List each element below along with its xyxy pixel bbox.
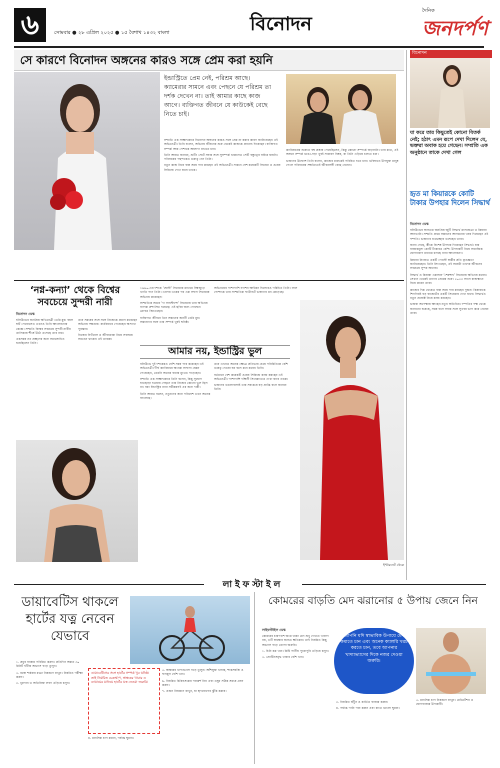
paper-small: দৈনিক: [422, 8, 435, 14]
lifestyle-rule-right: [302, 584, 486, 585]
side-body: বলিউডের অন্যতম জনপ্রিয় জুটি সিদ্ধার্থ মালহোত্রা ও কিয়ারা আদভানি। সম্প্রতি প্রথম সন্তানের আগমনের খবর দিয়েছেন এই দম্পতি। ভক্তদের শুভেচ্ছায় ভাসছেন তারা। জানা গেছে, স্ত্রীকে বিশেষ উপহার দিয়েছেন সিদ্ধার্থ। যার বাজারমূল্য কোটি টাকারও বেশি। উপহারটি নিয়ে সামাজিক যোগাযোগ মাধ্যমে চলছে নানা আলোচনা। কিয়ারা নিজেও একটি পোস্টে স্বামীর প্রতি কৃতজ্ঞতা জানিয়েছেন। তিনি লিখেছেন, এই সময়টা তাদের জীবনের সবচেয়ে সুন্দর অধ্যায়। সিদ্ধার্থ ও কিয়ারা একসঙ্গে ‘শেরশাহ’ সিনেমায় অভিনয় করেন। সেখান থেকেই তাদের প্রেমের শুরু। ২০২৩ সালে রাজস্থানে বিয়ে করেন তারা। কাজের দিক থেকেও ব্যস্ত সময় পার করছেন দুজন। কিয়ারাকে শিগগিরই বড় বাজেটের একটি সিনেমায় দেখা যাবে। সিদ্ধার্থও নতুন প্রজেক্ট নিয়ে কাজ করছেন। ভক্তরা অপেক্ষায় আছেন নতুন অতিথির। দম্পতির পক্ষ থেকে জানানো হয়েছে, সময় হলে সবার সঙ্গে সুখবর ভাগ করে নেবেন তারা।: [410, 228, 489, 316]
section-name: বিনোদন: [250, 13, 312, 35]
lead-portrait-photo: [14, 72, 160, 250]
diabetes-col-3: ৫. স্বাস্থ্যকর খাদ্যাভ্যাস গড়ে তুলুন। আঁশযুক্ত খাবার, শাকসবজি ও ফলমূল বেশি খান। ৬. নিয়মিত চিকিৎসকের পরামর্শ নিন এবং ওষুধ সঠিক সময়ে গ্রহণ করুন। ৭. ওজন নিয়ন্ত্রণে রাখুন, যা হৃদরোগের ঝুঁকি কমায়।: [162, 668, 244, 694]
side-byline: বিনোদন ডেস্ক: [410, 222, 429, 226]
belly-headline: কোমরের বাড়তি মেদ ঝরানোর ৫ উপায় জেনে নিন: [268, 595, 478, 607]
belly-col-2: ৩. নিয়মিত হাঁটুন ও কার্ডিও ব্যায়াম করুন। ৪. পর্যাপ্ত পানি পান করুন এবং রাতে ভালো ঘুমান।: [336, 700, 400, 711]
paper-logo: জনদর্পণ: [422, 16, 489, 40]
mid-right-col: অভিনয়ের পাশাপাশি ফ্যাশন আইকন হিসেবেও পরিচিত তিনি। লাল পোশাকে তার সাম্প্রতিক ফটোশুট ভক্তদের মন কেড়েছে।: [214, 286, 298, 295]
beauty-col-2: তবে সময়ের সঙ্গে সঙ্গে নিজেকে প্রমাণ করেছেন অভিনয় দক্ষতায়। ক্যারিয়ারে পেয়েছেন অসংখ্য পুরস্কার। নিজের ফিটনেস ও জীবনধারা নিয়ে সবসময় সচেতন থাকেন এই তারকা।: [78, 318, 138, 342]
masthead-rule: [14, 46, 484, 48]
beauty-byline: বিনোদন ডেস্ক: [16, 312, 35, 316]
belly-col-3: ৫. মানসিক চাপ নিয়ন্ত্রণে রাখুন। মেডিটেশন ও যোগব্যায়াম উপকারী।: [416, 698, 474, 707]
side-corner-tag: বিনোদন: [410, 50, 492, 58]
masthead: [14, 6, 492, 48]
side-second-headline: হৃত মা কিয়ারকে কোটি টাকার উপহার দিলেন সিদ্ধার্থ: [410, 190, 490, 207]
page-number: ৬: [14, 8, 46, 42]
lead-deck: ইন্ডাস্ট্রিতে প্রেম নেই, পরিশ্রম আছে। ক্যামেরার সামনে এবং পেছনে যে পরিশ্রম তা দর্শক দেখেন না। তাই আমার কাছে কাজ আগে। ব্যক্তিগত জীবনে যে কাউকেই বেছে নিতে চাই।: [164, 75, 272, 118]
mistake-headline: আমার নয়, ইন্ডাস্ট্রির ভুল: [140, 345, 290, 359]
lifestyle-divider: [254, 592, 255, 764]
mistake-col-1: বলিউডে দুই দশকেরও বেশি সময় পার করেছেন এই অভিনেত্রী। দীর্ঘ ক্যারিয়ারে অনেক সাফল্য যেমন পেয়েছেন, তেমনি অনেক বাধার মুখেও পড়েছেন। সম্প্রতি এক সাক্ষাৎকারে তিনি বলেন, কিছু সুযোগ হাতছাড়া হওয়ার পেছনে তার নিজের কোনো ভুল ছিল না। বরং ইন্ডাস্ট্রির নানা সমীকরণই এর জন্য দায়ী। তিনি আরও বলেন, নতুনদের জন্য পরিবেশ এখন অনেক বদলেছে।: [140, 362, 211, 401]
beauty-col-1: হলিউডের জনপ্রিয় অভিনেত্রী ডেমি মুর। বয়স ষাট পেরোলেও এখনও তিনি আলোচনার কেন্দ্রে। সম্প্রতি বিশ্বের সবচেয়ে সুন্দরী নারীর তালিকায় শীর্ষে উঠে এসেছে তার নাম। একসময় নগ্ন প্রচ্ছদের জন্য সমালোচিত হয়েছিলেন তিনি।: [16, 318, 74, 346]
beauty-photo: [16, 440, 138, 562]
lead-col-2: ক্যারিয়ারের শুরুতে বহু প্রস্তাব পেয়েছিলেন, কিন্তু কোনো সম্পর্কে জড়াননি। তার মতে, এই অঙ্গনে সম্পর্ক ভাঙা-গড়া খুবই সাধারণ বিষয়, যা তিনি এড়িয়ে চলতে চান। ভক্তদের উদ্দেশে তিনি বলেন, কাজের মাধ্যমেই পরিচিত হতে চান। ভবিষ্যতে উপযুক্ত মানুষ পেলে পরিবারের সম্মতিতেই জীবনসঙ্গী বেছে নেবেন।: [286, 148, 399, 167]
lifestyle-rule-left: [14, 584, 204, 585]
diabetes-headline: ডায়াবেটিস থাকলে হার্টের যত্ন নেবেন যেভাবে: [21, 595, 119, 644]
red-dress-photo: [300, 300, 404, 560]
lead-col-1: সম্প্রতি এক সাক্ষাৎকারে বিনোদন অঙ্গনের কারও সঙ্গে প্রেম না করার কারণ জানিয়েছেন এই অভিনেত্রী। তিনি বলেন, অভিনয় জীবনের শুরু থেকেই কাজকে প্রাধান্য দিয়েছেন। ব্যক্তিগত সম্পর্ক আর পেশাকে আলাদা রাখতে চান। তিনি আরও জানান, শুটিং সেটে সবার সঙ্গে সুসম্পর্ক থাকলেও সেটি বন্ধুত্বের বাইরে যায়নি। পরিবারের পছন্দকেও গুরুত্ব দেন তিনি। নতুন কাজ নিয়ে ব্যস্ত সময় পার করছেন এই অভিনেত্রী। সামনে বেশ কয়েকটি সিনেমা ও ওয়েব সিরিজে দেখা যাবে তাকে।: [164, 138, 281, 172]
belly-col-1: কোমরের চারপাশে জমে থাকা মেদ শুধু দেখতে খারাপ নয়, এটি স্বাস্থ্যের জন্যও ক্ষতিকর। তাই নিয়মিত কিছু অভ্যাস গড়ে তোলা জরুরি। ১. চিনি কম খান। মিষ্টি পানীয় পুরোপুরি এড়িয়ে চলুন। ২. প্রোটিনসমৃদ্ধ খাবার বেশি খান।: [262, 634, 329, 660]
mid-rule: [14, 280, 404, 281]
side-top-photo: [410, 58, 490, 128]
belly-callout: আপনি যদি স্বাভাবিক উপায়ে মেদ কমাতে চান এবং অনেক ক্যালরি খরচ করতে চান, তবে আপনার খাদ্যাভ্যাসের দিকে নজর দেওয়া জরুরি।: [334, 628, 414, 694]
belly-man-photo: [416, 628, 486, 694]
side-top-headline: যা করে তার কিছুতেই কোনো বিতর্ক নেই; হঠাৎ এমন রূপে দেখা দিলেন যে, ভক্তরা অবাক হয়ে গেছেন। সম্প্রতি এক অনুষ্ঠানে তাকে দেখা গেল: [410, 130, 488, 156]
diabetes-col-2: ৪. মানসিক চাপ কমান, পর্যাপ্ত ঘুমান।: [88, 736, 134, 740]
beauty-headline: ‘নগ্ন-কন্যা’ থেকে বিশ্বের সবচেয়ে সুন্দরী নারী: [30, 285, 120, 308]
belly-byline: লাইফস্টাইল ডেস্ক: [262, 628, 286, 632]
photo-credit: ইন্টারনেট থেকে: [383, 563, 404, 567]
lead-second-photo: [286, 74, 396, 144]
diabetes-col-1: ১. প্রচুর ব্যায়াম পরিমিত করুন। প্রতিদিন অন্তত ৩০ মিনিট হাঁটার অভ্যাস গড়ে তুলুন। ২. রক্তে শর্করার মাত্রা নিয়ন্ত্রণে রাখুন। নিয়মিত পরীক্ষা করুন। ৩. ধূমপান ও অতিরিক্ত লবণ এড়িয়ে চলুন।: [16, 660, 83, 686]
cyclist-photo: [130, 596, 250, 664]
beauty-col-3: ১৯৯০-এর দশকে ‘ঘোস্ট’ সিনেমার মাধ্যমে বিশ্বজুড়ে খ্যাতি পান তিনি। এরপর একের পর এক সফল সিনেমায় অভিনয় করেছেন। সাম্প্রতিক সময়ে ‘দ্য সাবস্ট্যান্স’ সিনেমায় তার অভিনয় ব্যাপক প্রশংসিত হয়েছে। এই ছবির জন্য গোল্ডেন গ্লোবও জিতেছেন। ব্যক্তিগত জীবনে তিন সন্তানের জননী ডেমি মুর। সন্তানদের সঙ্গে তার সম্পর্ক খুবই ঘনিষ্ঠ।: [140, 286, 210, 325]
lead-headline: সে কারণে বিনোদন অঙ্গনের কারও সঙ্গে প্রেম করা হয়নি: [20, 53, 273, 67]
lifestyle-banner: লাইফস্টাইল: [222, 580, 284, 590]
date-line: সোমবার ● ২৮ এপ্রিল ২০২৫ ● ১৫ বৈশাখ ১৪৩২ বাংলা: [54, 30, 170, 36]
diabetes-quote: ডায়াবেটিসের সঙ্গে হার্টের সম্পর্ক খুব ঘনিষ্ঠ। তাই নিয়মিত চেকআপ, স্বাস্থ্যকর খাবার ও ব্যায়ামের মাধ্যমে হার্টের যত্ন নেওয়া জরুরি।: [91, 671, 150, 684]
mistake-col-2: তবে এখনও অনেক ক্ষেত্রে প্রতিভার চেয়ে পরিচিতিকে বেশি গুরুত্ব দেওয়া হয় বলে মনে করেন তিনি। বর্তমানে বেশ কয়েকটি ওয়েব সিরিজে কাজ করছেন এই অভিনেত্রী। পাশাপাশি দক্ষিণী সিনেমাতেও দেখা যাবে তাকে। ভক্তদের ভালোবাসাই তার সবচেয়ে বড় প্রাপ্তি বলে জানান তিনি।: [214, 362, 289, 392]
column-divider: [406, 50, 407, 580]
